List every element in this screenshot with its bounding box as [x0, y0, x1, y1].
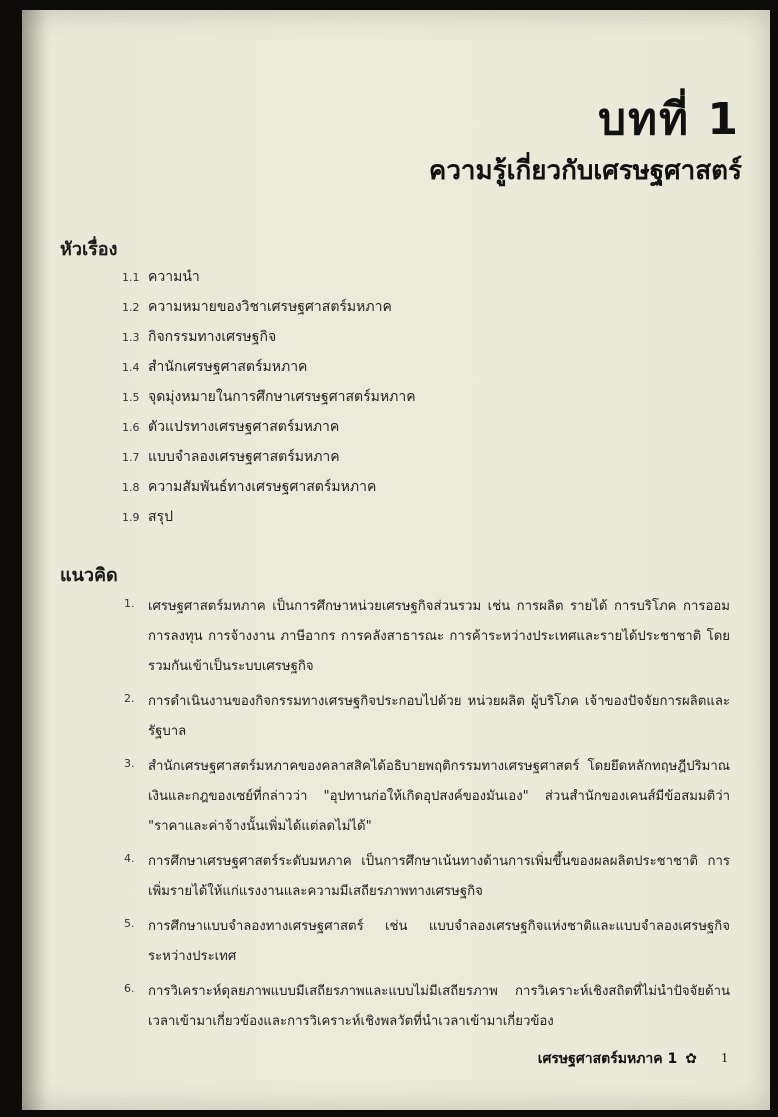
topics-heading: หัวเรื่อง — [60, 239, 118, 260]
list-item — [124, 592, 730, 682]
list-item — [124, 687, 730, 747]
topics-list — [122, 266, 416, 536]
topic-number: 1.9 — [122, 511, 140, 524]
topic-number: 1.3 — [122, 331, 140, 344]
concept-number: 5. — [124, 917, 135, 930]
concept-number: 4. — [124, 852, 135, 865]
topic-text: ความสัมพันธ์ทางเศรษฐศาสตร์มหภาค — [148, 479, 377, 495]
topic-number: 1.1 — [122, 271, 140, 284]
topic-number: 1.2 — [122, 301, 140, 314]
topic-number: 1.4 — [122, 361, 140, 374]
list-item — [124, 977, 730, 1037]
book-page — [22, 10, 770, 1110]
list-item — [122, 386, 416, 416]
topic-text: กิจกรรมทางเศรษฐกิจ — [148, 329, 277, 345]
list-item — [124, 847, 730, 907]
page-number: 1 — [721, 1051, 728, 1066]
concept-text: การวิเคราะห์ดุลยภาพแบบมีเสถียรภาพและแบบไม่มีเสถียรภาพ การวิเคราะห์เชิงสถิตที่ไม่นำปัจจัยด้านเวลาเข้ามาเกี่ยวข้องและการวิเคราะห์เชิงพลวัตที่นำเวลาเข้ามาเกี่ยวข้อง — [148, 984, 730, 1029]
page-footer — [538, 1048, 728, 1070]
concept-text: การศึกษาเศรษฐศาสตร์ระดับมหภาค เป็นการศึกษาเน้นทางด้านการเพิ่มขึ้นของผลผลิตประชาชาติ การเพิ่มรายได้ให้แก่แรงงานและความมีเสถียรภาพทางเศรษฐกิจ — [148, 854, 730, 899]
list-item — [122, 416, 416, 446]
topic-text: ความหมายของวิชาเศรษฐศาสตร์มหภาค — [148, 299, 392, 315]
topic-number: 1.7 — [122, 451, 140, 464]
topic-number: 1.8 — [122, 481, 140, 494]
topic-number: 1.6 — [122, 421, 140, 434]
concepts-heading: แนวคิด — [60, 565, 118, 586]
list-item — [122, 356, 416, 386]
list-item — [124, 752, 730, 842]
topic-text: แบบจำลองเศรษฐศาสตร์มหภาค — [148, 449, 340, 465]
topic-text: ความนำ — [148, 269, 200, 285]
chapter-title: ความรู้เกี่ยวกับเศรษฐศาสตร์ — [428, 156, 742, 186]
list-item — [122, 326, 416, 356]
page-gutter — [22, 10, 46, 1110]
topic-text: สรุป — [148, 509, 173, 525]
concept-text: การศึกษาแบบจำลองทางเศรษฐศาสตร์ เช่น แบบจำลองเศรษฐกิจแห่งชาติและแบบจำลองเศรษฐกิจระหว่างประเทศ — [148, 919, 730, 964]
topic-text: ตัวแปรทางเศรษฐศาสตร์มหภาค — [148, 419, 340, 435]
topic-number: 1.5 — [122, 391, 140, 404]
concept-text: การดำเนินงานของกิจกรรมทางเศรษฐกิจประกอบไปด้วย หน่วยผลิต ผู้บริโภค เจ้าของปัจจัยการผลิตและรัฐบาล — [148, 694, 730, 739]
concepts-list — [124, 592, 730, 1042]
concept-number: 2. — [124, 692, 135, 705]
list-item — [122, 446, 416, 476]
footer-book-title: เศรษฐศาสตร์มหภาค 1 — [537, 1051, 678, 1067]
list-item — [122, 296, 416, 326]
chapter-number: บทที่ 1 — [598, 94, 740, 145]
topic-text: จุดมุ่งหมายในการศึกษาเศรษฐศาสตร์มหภาค — [148, 389, 416, 405]
list-item — [122, 266, 416, 296]
concept-text: สำนักเศรษฐศาสตร์มหภาคของคลาสสิคได้อธิบายพฤติกรรมทางเศรษฐศาสตร์ โดยยึดหลักทฤษฎีปริมาณเงินและกฎของเซย์ที่กล่าวว่า "อุปทานก่อให้เกิดอุปสงค์ของมันเอง" ส่วนสำนักของเคนส์มีข้อสมมติว่า "ราคาและค่าจ้างนั้นเพิ่มได้แต่ลดไม่ได้" — [148, 759, 730, 834]
concept-text: เศรษฐศาสตร์มหภาค เป็นการศึกษาหน่วยเศรษฐกิจส่วนรวม เช่น การผลิต รายได้ การบริโภค การออม การลงทุน การจ้างงาน ภาษีอากร การคลังสาธารณะ การค้าระหว่างประเทศและรายได้ประชาชาติ โดยรวมกันเข้าเป็นระบบเศรษฐกิจ — [148, 599, 730, 674]
list-item — [122, 476, 416, 506]
flower-icon: ✿ — [685, 1051, 697, 1067]
topic-text: สำนักเศรษฐศาสตร์มหภาค — [148, 359, 308, 375]
concept-number: 6. — [124, 982, 135, 995]
list-item — [122, 506, 416, 536]
concept-number: 1. — [124, 597, 135, 610]
concept-number: 3. — [124, 757, 135, 770]
list-item — [124, 912, 730, 972]
